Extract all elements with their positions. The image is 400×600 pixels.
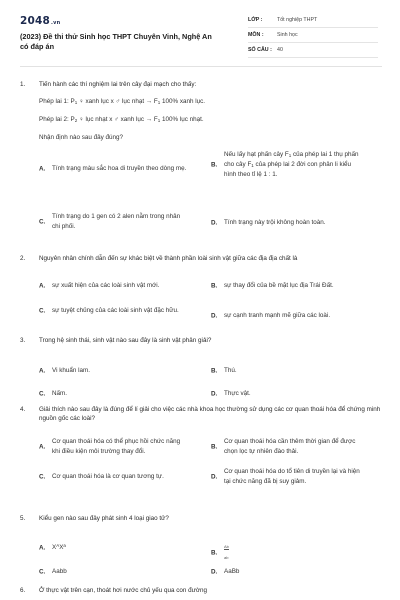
site-logo[interactable]: 2048.vn bbox=[20, 15, 61, 27]
option-b[interactable]: B. Cơ quan thoái hóa cần thêm thời gian để được chọn lọc tự nhiên đào thải. bbox=[211, 437, 356, 455]
answer-options bbox=[20, 353, 382, 403]
answer-options bbox=[20, 150, 382, 268]
meta-row-subject: MÔN : Sinh học bbox=[248, 28, 378, 43]
question-prompt: Nhận định nào sau đây đúng? bbox=[39, 133, 124, 141]
exam-header bbox=[20, 8, 382, 60]
question-stem: 6. Ở thực vật trên cạn, thoát hơi nước chủ yếu qua con đường bbox=[20, 587, 208, 594]
option-b[interactable]: B. Nếu lấy hạt phấn cây $F_1$ của phép lai 1 thụ phấn cho cây $F_1$ của phép lai 2 đời con phân li kiểu hình theo tỉ lệ 1 : 1. bbox=[211, 151, 359, 179]
option-a[interactable]: A. Cơ quan thoái hóa có thể phục hồi chức năng khi điều kiện môi trường thay đổi. bbox=[39, 437, 181, 455]
question-6 bbox=[20, 586, 382, 595]
header-divider bbox=[20, 66, 382, 67]
option-c[interactable]: C. Nấm. bbox=[39, 390, 68, 398]
option-d[interactable]: D. Thực vật. bbox=[211, 390, 251, 398]
question-4 bbox=[20, 405, 382, 496]
question-1 bbox=[20, 80, 382, 268]
option-c[interactable]: C. sự tuyệt chủng của các loài sinh vật đặc hữu. bbox=[39, 307, 179, 315]
question-stem: 1. Tiến hành các thí nghiệm lai trên cây đại mạch cho thấy: bbox=[20, 81, 197, 88]
question-5 bbox=[20, 514, 382, 579]
option-b[interactable]: B. Ab ab bbox=[211, 544, 229, 560]
question-number: 3. bbox=[20, 337, 26, 344]
question-stem: 5. Kiểu gen nào sau đây phát sinh 4 loại giao tử? bbox=[20, 515, 169, 522]
option-d[interactable]: D. Tính trạng này trội không hoàn toàn. bbox=[211, 219, 326, 227]
exam-meta bbox=[248, 13, 378, 58]
question-number: 6. bbox=[20, 587, 26, 594]
option-b[interactable]: B. sự thay đổi của bề mặt lục địa Trái Đất. bbox=[211, 282, 334, 290]
option-a[interactable]: A. Vi khuẩn lam. bbox=[39, 367, 91, 375]
question-stem: 2. Nguyên nhân chính dẫn đến sự khác biệt về thành phần loài sinh vật giữa các địa địa chất là bbox=[20, 255, 298, 262]
cross-line-1: Phép lai 1: $P_1$ ♀ xanh lục x ♂ lục nhạt → $F_1$ 100% xanh lục. bbox=[39, 98, 206, 106]
question-2 bbox=[20, 254, 382, 331]
meta-row-count: SỐ CÂU : 40 bbox=[248, 43, 378, 58]
answer-options bbox=[20, 271, 382, 331]
answer-options bbox=[20, 432, 382, 496]
question-number: 1. bbox=[20, 81, 26, 88]
option-a[interactable]: A. sự xuất hiện của các loài sinh vật mới. bbox=[39, 282, 160, 290]
exam-title: (2023) Đề thi thử Sinh học THPT Chuyên Vinh, Nghệ An có đáp án bbox=[20, 32, 212, 51]
option-d[interactable]: D. AaBb bbox=[211, 568, 240, 576]
question-stem: 3. Trong hệ sinh thái, sinh vật nào sau đây là sinh vật phân giải? bbox=[20, 337, 212, 344]
option-c[interactable]: C. Aabb bbox=[39, 568, 67, 576]
question-number: 5. bbox=[20, 515, 26, 522]
option-c[interactable]: C. Cơ quan thoái hóa là cơ quan tương tự. bbox=[39, 472, 164, 481]
question-number: 2. bbox=[20, 255, 26, 262]
option-a[interactable]: A. Tính trạng màu sắc hoa di truyền theo dòng mẹ. bbox=[39, 165, 187, 173]
cross-line-2: Phép lai 2: $P_2$ ♀ lục nhạt x ♂ xanh lục → $F_1$ 100% lục nhạt. bbox=[39, 116, 204, 124]
question-3 bbox=[20, 336, 382, 403]
option-b[interactable]: B. Thú. bbox=[211, 367, 237, 375]
option-c[interactable]: C. Tính trạng do 1 gen có 2 alen nằm trong nhân chi phối. bbox=[39, 213, 181, 231]
option-d[interactable]: D. sự cạnh tranh mạnh mẽ giữa các loài. bbox=[211, 312, 331, 320]
question-stem: 4. Giải thích nào sau đây là đúng để lí giải cho việc các nhà khoa học thường sử dụng các cơ quan thoái hóa để chứng minh nguồn gốc các loài? bbox=[20, 406, 381, 423]
option-a[interactable]: A. $X^AX^a$ bbox=[39, 543, 66, 552]
answer-options bbox=[20, 531, 382, 579]
option-d[interactable]: D. Cơ quan thoái hóa do tổ tiên di truyền lại và hiện tại chức năng đã bị suy giảm. bbox=[211, 467, 360, 485]
question-number: 4. bbox=[20, 406, 26, 413]
meta-row-class: LỚP : Tốt nghiệp THPT bbox=[248, 13, 378, 28]
genotype-fraction: Ab bbox=[224, 544, 229, 550]
